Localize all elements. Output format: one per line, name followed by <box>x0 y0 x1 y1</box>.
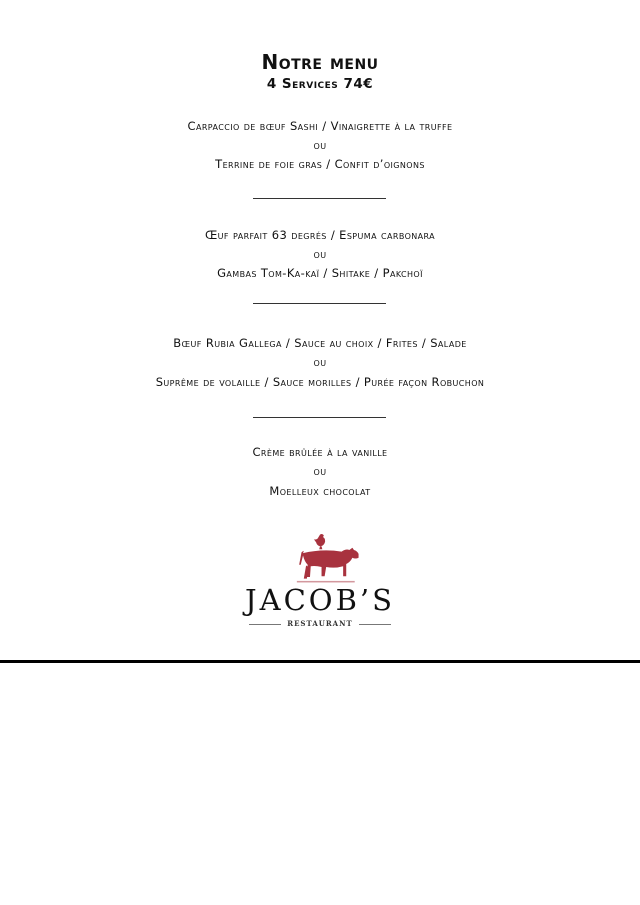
divider <box>253 198 386 199</box>
menu-title: Notre menu <box>261 50 379 74</box>
course3-option2: Suprême de volaille / Sauce morilles / Purée façon Robuchon <box>155 375 485 389</box>
course3-option1: Bœuf Rubia Gallega / Sauce au choix / Frites / Salade <box>173 336 467 350</box>
page-bottom-border <box>0 660 640 663</box>
course4-option1: Crème brûlée à la vanille <box>252 445 388 459</box>
divider <box>253 303 386 304</box>
course1-or: ou <box>313 138 327 152</box>
logo-rule <box>249 624 281 625</box>
course3-or: ou <box>313 355 327 369</box>
divider <box>253 417 386 418</box>
course2-option1: Œuf parfait 63 degrés / Espuma carbonara <box>204 228 436 242</box>
restaurant-logo-tagline <box>0 619 640 629</box>
tagline-text: RESTAURANT <box>287 619 353 628</box>
restaurant-logo-name: JACOB’S <box>245 583 395 617</box>
menu-subtitle: 4 Services 74€ <box>266 76 374 92</box>
course1-option2: Terrine de foie gras / Confit d’oignons <box>215 157 425 171</box>
course2-option2: Gambas Tom-Ka-kaï / Shitake / Pakchoï <box>217 266 423 280</box>
course2-or: ou <box>313 247 327 261</box>
course4-option2: Moelleux chocolat <box>269 484 371 498</box>
logo-rule <box>359 624 391 625</box>
course4-or: ou <box>313 464 327 478</box>
cow-rooster-logo-icon <box>250 530 390 584</box>
course1-option1: Carpaccio de bœuf Sashi / Vinaigrette à la truffe <box>187 119 453 133</box>
